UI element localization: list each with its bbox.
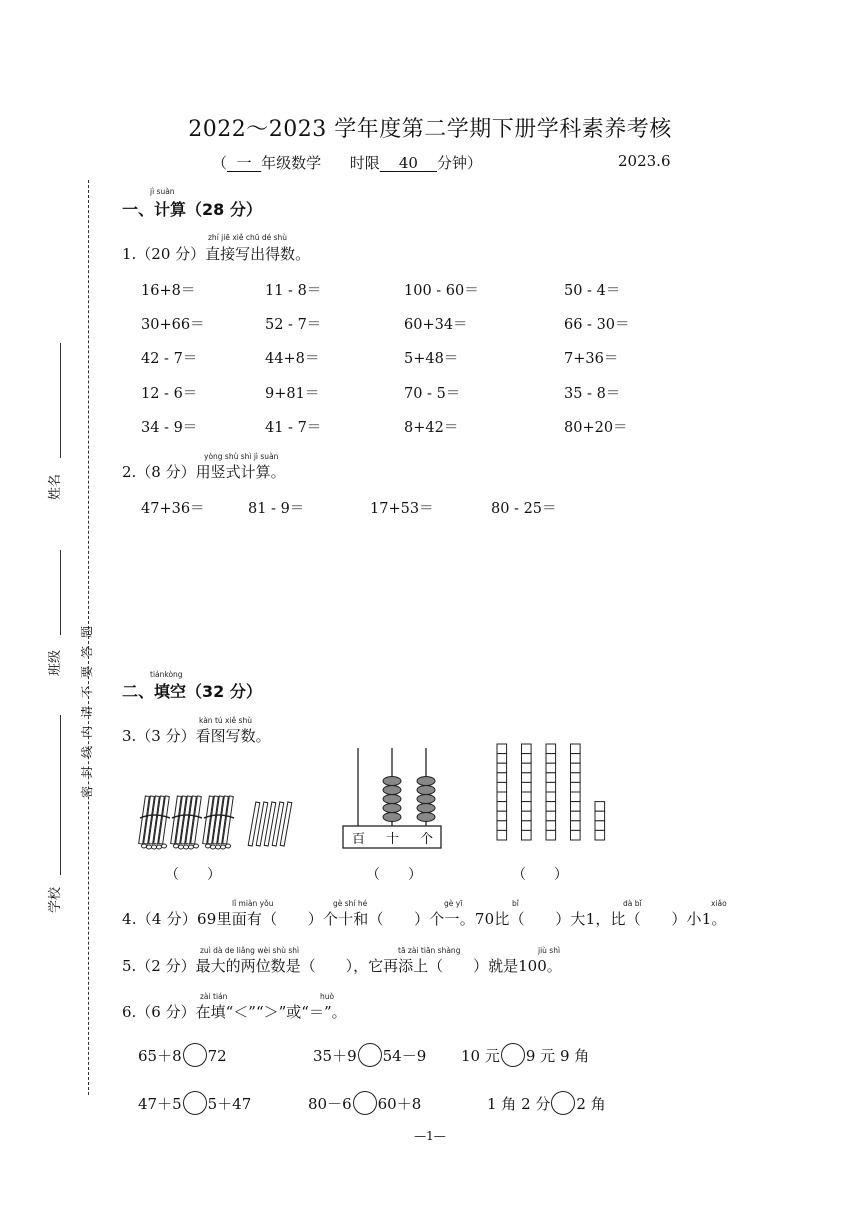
cube [546,773,556,783]
q5-pinyin: zuì dà de liǎng wèi shù shì [200,946,300,955]
q4-pinyin: gè shí hé [333,899,368,908]
cube [522,754,532,764]
school-underline [60,715,61,875]
subtitle-open: （ [212,154,228,172]
q6-label: 6.（6 分）在填“＜”“＞”或“＝”。 [122,1003,347,1021]
cube [571,830,581,840]
section1-pinyin: jì suàn [150,187,175,196]
cube [571,782,581,792]
stick-bundles-picture [136,790,306,854]
cube [571,744,581,754]
q1-item: 7+36＝ [564,351,619,367]
class-underline [60,550,61,635]
cube [522,782,532,792]
abacus-picture [340,744,444,850]
q2-item: 80 - 25＝ [491,501,557,517]
cube [497,744,507,754]
q3-answer-blank[interactable]: （ ） [366,867,422,883]
exam-date: 2023.6 [618,152,671,170]
single-sticks [248,802,292,846]
compare-circle[interactable] [551,1091,575,1115]
q1-item: 30+66＝ [141,317,205,333]
q6-compare-item: 10 元 9 元 9 角 [461,1043,589,1067]
cube [497,811,507,821]
cube [571,773,581,783]
time-value: 40 [398,154,418,172]
q6-compare-item: 47＋5 5＋47 [138,1091,251,1115]
q1-item: 34 - 9＝ [141,420,198,436]
q2-pinyin: yòng shù shì jì suàn [204,452,279,461]
q4-pinyin: gè yī [444,899,463,908]
cubes-picture [494,742,610,848]
subtitle [212,152,482,173]
cube [497,802,507,812]
cube [595,811,605,821]
section2-pinyin: tiánkòng [150,670,183,679]
q1-item: 100 - 60＝ [404,283,479,299]
cube [546,782,556,792]
cube [546,792,556,802]
bundle-2 [171,796,202,849]
cube [522,763,532,773]
cube [522,811,532,821]
cube [546,744,556,754]
q1-label: 1.（20 分）直接写出得数。 [122,245,311,263]
compare-circle[interactable] [501,1043,525,1067]
cube [546,830,556,840]
cube [522,773,532,783]
section2-title: 二、填空（32 分） [122,682,262,701]
cube [571,821,581,831]
q4-pinyin: dà bǐ [623,899,642,908]
q1-item: 8+42＝ [404,420,459,436]
q6-compare-item: 35＋9 54－9 [313,1043,426,1067]
q3-answer-blank[interactable]: （ ） [512,867,568,883]
cube [546,754,556,764]
q4-pinyin: bǐ [512,899,519,908]
cube [522,792,532,802]
compare-circle[interactable] [183,1043,207,1067]
q1-item: 16+8＝ [141,283,196,299]
compare-circle[interactable] [353,1091,377,1115]
cube [595,830,605,840]
compare-circle[interactable] [358,1043,382,1067]
abacus-label-tens: 十 [386,832,400,847]
q6-compare-item: 65＋8 72 [138,1043,227,1067]
q6-pinyin: huò [320,992,335,1001]
q1-item: 52 - 7＝ [265,317,322,333]
cube [571,763,581,773]
cube [497,754,507,764]
cube [522,830,532,840]
cube [497,792,507,802]
cube [571,754,581,764]
cube [595,821,605,831]
q4-pinyin: xiǎo [711,899,727,908]
q1-item: 44+8＝ [265,351,320,367]
cube [522,802,532,812]
q6-compare-item: 1 角 2 分 2 角 [487,1091,606,1115]
cube [546,811,556,821]
bundle-3 [203,796,234,849]
q1-item: 60+34＝ [404,317,468,333]
q3-pinyin: kàn tú xiě shù [199,716,252,725]
cube [497,773,507,783]
q5-label: 5.（2 分）最大的两位数是（ ），它再添上（ ）就是100。 [122,957,562,975]
q4-label: 4.（4 分）69里面有（ ）个十和（ ）个一。70比（ ）大1，比（ ）小1。 [122,910,727,928]
cube [497,821,507,831]
cube [571,802,581,812]
q5-pinyin: jiù shì [538,946,561,955]
cube [522,744,532,754]
q1-item: 66 - 30＝ [564,317,630,333]
cube [546,802,556,812]
cube [571,792,581,802]
q1-item: 11 - 8＝ [265,283,322,299]
abacus-label-hundreds: 百 [352,832,366,847]
q2-item: 17+53＝ [370,501,434,517]
q3-answer-blank[interactable]: （ ） [165,867,221,883]
time-label: 时限 [349,154,380,172]
binding-notice: 密封线内请不要答题 [80,617,94,798]
name-underline [60,343,61,458]
q5-pinyin: tā zài tiān shàng [398,946,461,955]
subtitle-grade: 年级数学 [261,154,322,172]
q1-item: 9+81＝ [265,386,320,402]
cube [522,821,532,831]
time-unit: 分钟） [437,154,483,172]
q1-pinyin: zhí jiē xiě chū dé shù [208,233,288,242]
q2-item: 47+36＝ [141,501,205,517]
q1-item: 35 - 8＝ [564,386,621,402]
cube [571,811,581,821]
class-label: 班级 [48,649,63,676]
q6-pinyin: zài tián [200,992,228,1001]
cube [497,830,507,840]
q3-label: 3.（3 分）看图写数。 [122,727,271,745]
q1-item: 80+20＝ [564,420,628,436]
q6-compare-item: 80－6 60＋8 [308,1091,421,1115]
exam-title: 2022～2023 学年度第二学期下册学科素养考核 [188,117,672,142]
cube [497,782,507,792]
q1-item: 5+48＝ [404,351,459,367]
cube [546,821,556,831]
school-label: 学校 [48,886,63,913]
q4-pinyin: lǐ miàn yǒu [232,899,274,908]
name-label: 姓名 [48,473,63,500]
q1-item: 12 - 6＝ [141,386,198,402]
q1-item: 50 - 4＝ [564,283,621,299]
grade-value: 一 [236,154,252,172]
q1-item: 42 - 7＝ [141,351,198,367]
q1-item: 70 - 5＝ [404,386,461,402]
abacus-label-ones: 个 [420,832,434,847]
cube [497,763,507,773]
q1-item: 41 - 7＝ [265,420,322,436]
page-number: —1— [414,1129,446,1143]
cube [546,763,556,773]
section1-title: 一、计算（28 分） [122,200,262,219]
q2-item: 81 - 9＝ [248,501,305,517]
compare-circle[interactable] [183,1091,207,1115]
bundle-1 [139,796,170,849]
q2-label: 2.（8 分）用竖式计算。 [122,463,286,481]
cube [595,802,605,812]
